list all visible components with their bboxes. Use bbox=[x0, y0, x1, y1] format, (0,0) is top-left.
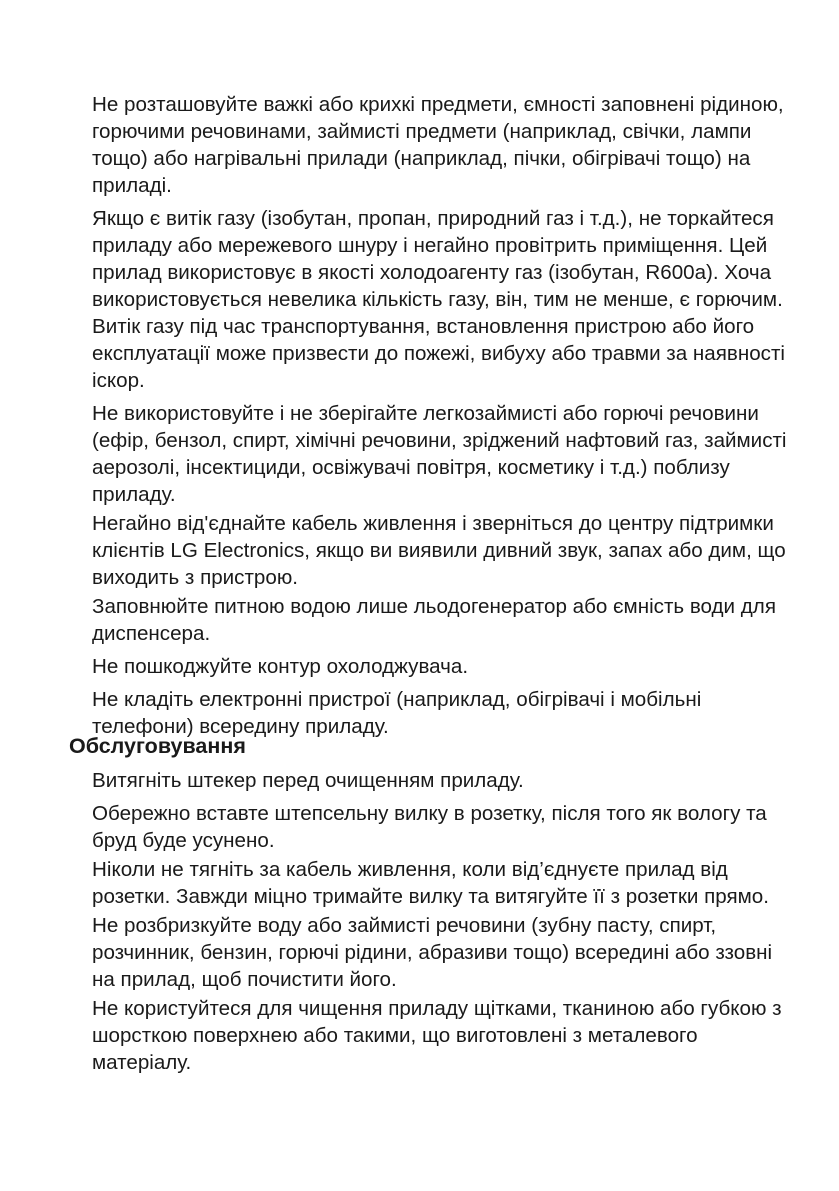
safety-instructions-list bbox=[92, 91, 798, 746]
list-item: Не розташовуйте важкі або крихкі предмети, ємності заповнені рідиною, горючими речовинами, займисті предмети (наприклад, свічки, лампи тощо) або нагрівальні прилади (наприклад, пічки, обігрівачі тощо) на приладі. bbox=[92, 93, 784, 197]
list-item: Якщо є витік газу (ізобутан, пропан, природний газ і т.д.), не торкайтеся приладу або мережевого шнуру і негайно провітрить приміщення. Цей прилад використовує в якості холодоагенту газ (ізобутан, R600a). Хоча використовується невелика кількість газу, він, тим не менше, є горючим. Витік газу під час транспортування, встановлення пристрою або його експлуатації може призвести до пожежі, вибуху або травми за наявності іскор. bbox=[92, 207, 785, 392]
maintenance-instructions-list bbox=[92, 767, 798, 1082]
list-item: Не використовуйте і не зберігайте легкозаймисті або горючі речовини (ефір, бензол, спирт, хімічні речовини, зріджений нафтовий газ, займисті аерозолі, інсектициди, освіжувачі повітря, косметику і т.д.) поблизу приладу. bbox=[92, 402, 787, 506]
list-item: Обережно вставте штепсельну вилку в розетку, після того як вологу та бруд буде усунено. bbox=[92, 802, 767, 852]
list-item: Ніколи не тягніть за кабель живлення, коли від’єднуєте прилад від розетки. Завжди міцно тримайте вилку та витягуйте її з розетки прямо. bbox=[92, 858, 769, 908]
list-item: Не користуйтеся для чищення приладу щітками, тканиною або губкою з шорсткою поверхнею або такими, що виготовлені з металевого матеріалу. bbox=[92, 997, 782, 1074]
list-item: Заповнюйте питною водою лише льодогенератор або ємність води для диспенсера. bbox=[92, 595, 776, 645]
list-item: Не кладіть електронні пристрої (наприклад, обігрівачі і мобільні телефони) всередину приладу. bbox=[92, 688, 702, 738]
list-item: Не розбризкуйте воду або займисті речовини (зубну пасту, спирт, розчинник, бензин, горючі рідини, абразиви тощо) всередині або ззовні на прилад, щоб почистити його. bbox=[92, 914, 773, 991]
list-item: Негайно від'єднайте кабель живлення і зверніться до центру підтримки клієнтів LG Electronics, якщо ви виявили дивний звук, запах або дим, що виходить з пристрою. bbox=[92, 512, 786, 589]
list-item: Витягніть штекер перед очищенням приладу. bbox=[92, 769, 524, 792]
list-item: Не пошкоджуйте контур охолоджувача. bbox=[92, 655, 469, 678]
section-heading: Обслуговування bbox=[69, 734, 246, 758]
